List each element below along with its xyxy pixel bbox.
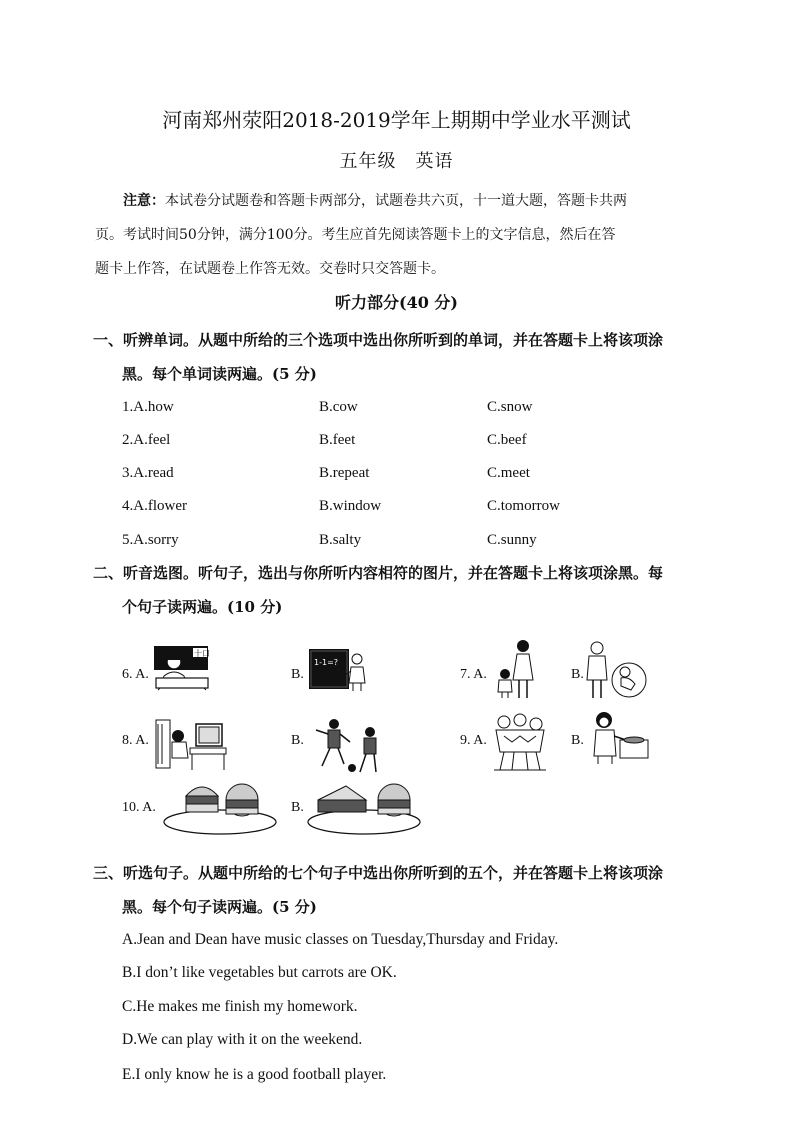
sentence-d: D.We can play with it on the weekend. bbox=[122, 1031, 363, 1048]
q9-label-b: B. bbox=[571, 733, 584, 748]
listening-section-title: 听力部分(40 分) bbox=[335, 293, 458, 312]
q3-option-b: B.repeat bbox=[319, 465, 370, 481]
section2-instruction-line1: 二、听音选图。听句子，选出与你所听内容相符的图片，并在答题卡上将该项涂黑。每 bbox=[93, 564, 664, 582]
sandwich-and-burger-picture bbox=[306, 776, 422, 836]
notice-line-3: 题卡上作答，在试题卷上作答无效。交卷时只交答题卡。 bbox=[95, 261, 445, 277]
teacher-at-board-picture bbox=[150, 642, 212, 690]
q10-label-a: 10. A. bbox=[122, 800, 156, 815]
q7-label-b: B. bbox=[571, 667, 584, 682]
exam-title: 河南郑州荥阳2018-2019学年上期期中学业水平测试 bbox=[162, 108, 631, 132]
section3-instruction-line1: 三、听选句子。从题中所给的七个句子中选出你所听到的五个，并在答题卡上将该项涂 bbox=[93, 864, 664, 882]
section1-instruction-line2: 黑。每个单词读两遍。(5 分) bbox=[122, 365, 317, 383]
q3-option-a: 3.A.read bbox=[122, 465, 174, 481]
q4-option-c: C.tomorrow bbox=[487, 498, 560, 514]
q6-label-b: B. bbox=[291, 667, 304, 682]
q8-label-b: B. bbox=[291, 733, 304, 748]
board-text-1: 十口 bbox=[194, 649, 210, 658]
q2-option-a: 2.A.feel bbox=[122, 432, 171, 448]
notice-label: 注意： bbox=[123, 193, 165, 209]
q5-option-c: C.sunny bbox=[487, 532, 537, 548]
q3-option-c: C.meet bbox=[487, 465, 530, 481]
q1-option-b: B.cow bbox=[319, 399, 358, 415]
exam-subtitle: 五年级 英语 bbox=[339, 151, 454, 172]
sentence-a: A.Jean and Dean have music classes on Tuesday,Thursday and Friday. bbox=[122, 931, 559, 948]
q1-option-a: 1.A.how bbox=[122, 399, 174, 415]
q8-label-a: 8. A. bbox=[122, 733, 149, 748]
computer-desk-picture bbox=[152, 714, 230, 772]
mother-and-child-picture bbox=[495, 638, 540, 700]
math-board-picture bbox=[307, 645, 369, 693]
girl-cooking-picture bbox=[586, 710, 652, 766]
group-of-kids-picture bbox=[490, 712, 550, 772]
q10-label-b: B. bbox=[291, 800, 304, 815]
sentence-c: C.He makes me finish my homework. bbox=[122, 998, 358, 1015]
q1-option-c: C.snow bbox=[487, 399, 533, 415]
father-and-child-picture bbox=[585, 640, 647, 700]
section1-instruction-line1: 一、听辨单词。从题中所给的三个选项中选出你所听到的单词，并在答题卡上将该项涂 bbox=[93, 331, 664, 349]
sentence-e: E.I only know he is a good football player. bbox=[122, 1066, 387, 1083]
q2-option-c: C.beef bbox=[487, 432, 527, 448]
q6-label-a: 6. A. bbox=[122, 667, 149, 682]
q4-option-a: 4.A.flower bbox=[122, 498, 187, 514]
section2-instruction-line2: 个句子读两遍。(10 分) bbox=[122, 598, 283, 616]
sentence-b: B.I don’t like vegetables but carrots are OK. bbox=[122, 964, 397, 981]
q4-option-b: B.window bbox=[319, 498, 382, 514]
notice-block bbox=[95, 184, 705, 286]
section3-instruction-line2: 黑。每个句子读两遍。(5 分) bbox=[122, 898, 317, 916]
two-burgers-picture bbox=[162, 776, 278, 836]
children-playing-picture bbox=[310, 716, 382, 778]
q7-label-a: 7. A. bbox=[460, 667, 487, 682]
q5-option-b: B.salty bbox=[319, 532, 362, 548]
notice-line-1: 本试卷分试题卷和答题卡两部分，试题卷共六页，十一道大题，答题卡共两 bbox=[165, 193, 627, 209]
q9-label-a: 9. A. bbox=[460, 733, 487, 748]
q2-option-b: B.feet bbox=[319, 432, 356, 448]
q5-option-a: 5.A.sorry bbox=[122, 532, 179, 548]
notice-line-2: 页。考试时间50分钟，满分100分。考生应首先阅读答题卡上的文字信息，然后在答 bbox=[95, 227, 616, 243]
board-text-2: 1-1=? bbox=[314, 658, 339, 667]
